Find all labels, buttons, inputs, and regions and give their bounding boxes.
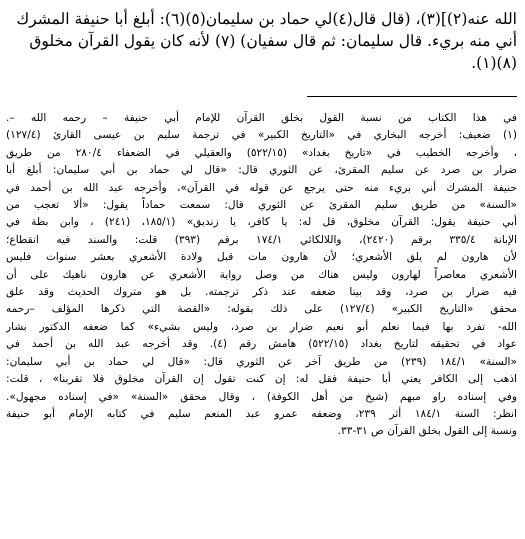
- main-text-line: (٨)(١).: [471, 54, 517, 72]
- footnote-line: محقق «التاريخ الكبير» (١٢٧/٤) على ذلك بقوله: «القصة التي ذكرها المؤلف –رحمه: [6, 303, 517, 316]
- footnote-line: اذهب إلى الكافر يعني أبا حنيفة فقل له: إن كنت تقول إن القرآن مخلوق فلا تقربنا» ، قلت:: [6, 373, 517, 386]
- footnote-line: «السنة» من طريق سليم المقرئ عن الثوري قال: سمعت حماداً يقول: «ألا تعجب من: [6, 199, 517, 212]
- footnote-line: الإبانة ٣٣٥/٤ برقم (٢٤٢٠)، واللالكائي ١٧٤/١ برقم (٣٩٣) قلت: والسند فيه انقطاع؛: [6, 233, 517, 246]
- footnote-line: ضرار بن صرد عن سليم المقرئ، عن الثوري قال: «قال لي حماد بن أبي سليمان: أبلغ أبا: [6, 164, 517, 177]
- main-text-line: أني منه بريء. قال سليمان: ثم قال سفيان) (٧) لأنه كان يقول القرآن مخلوق: [29, 32, 517, 50]
- footnote-line: ونسبة إلى القول بخلق القرآن ص ٣١-٣٣.: [337, 425, 517, 438]
- main-text-line: الله عنه(٢)](٣)، (قال قال(٤)لي حماد بن سليمان(٥)(٦): أبلغ أبا حنيفة المشرك: [16, 10, 517, 28]
- footnote-divider: [307, 96, 517, 97]
- footnote-line: «السنة» ١٨٤/١ (٢٣٩) من طريق آخر عن الثوري قال: «قال لي حماد بن أبي سليمان:: [6, 355, 517, 368]
- main-body-text: [6, 8, 517, 74]
- footnote-line: الأشعري معاصراً لهارون وليس هناك من وصل رواية الأشعري عن هارون ناهيك على أن: [6, 268, 517, 281]
- footnote-line: الله- تفرد بها فيما نعلم أبو نعيم ضرار بن صرد، وليس بشيء» كما ضعفه الدكتور بشار: [6, 320, 517, 333]
- footnote-line: (١) ضعيف: أخرجه البخاري في «التاريخ الكبير» في ترجمة سليم بن عيسى القارئ (١٢٧/٤): [6, 129, 517, 142]
- footnote-line: وفي إسناده راو مبهم (شيخ من أهل الكوفة) ، وقال محقق «السنة» «في إسناده مجهول».: [6, 390, 517, 403]
- footnote-line: لأن هارون لم يلق الأشعري؛ لأن هارون مات قبل ولادة الأشعري بعشر سنوات فليس: [6, 251, 517, 264]
- footnotes-section: [6, 110, 517, 441]
- footnote-line: فيه ضرار بن صرد، وقد بينا ضعفه عند ذكر ترجمته. بل هو متروك الحديث وقد علق: [6, 286, 517, 299]
- footnote-line: ، وأخرجه الخطيب في «تاريخ بغداد» (٥٢٢/١٥) والعقيلي في الضعفاء ٢٨٠/٤ من طريق: [6, 146, 517, 159]
- footnote-line: عواد في تحقيقه لتاريخ بغداد (٥٢٢/١٥) هامش رقم (٤). وقد أخرجه عبد الله بن أحمد في: [6, 338, 517, 351]
- footnote-line: حنيفة المشرك أني بريء منه حتى يرجع عن قوله في القرآن»، وأخرجه عبد الله بن أحمد في: [6, 181, 517, 194]
- footnote-line: في هذا الكتاب من نسبة القول بخلق القرآن للإمام أبي حنيفة – رحمه الله –.: [6, 112, 517, 124]
- footnote-line: أبي حنيفة يقول: القرآن مخلوق، قل له: يا كافر، يا زنديق» (١٨٥/١، (٢٤١) ، وابن بطة في: [6, 216, 517, 229]
- footnote-line: انظر: السنة ١٨٤/١ أثر ٢٣٩، وضعفه عمرو عبد المنعم سليم في كتابه الإمام أبو حنيفة: [6, 407, 517, 420]
